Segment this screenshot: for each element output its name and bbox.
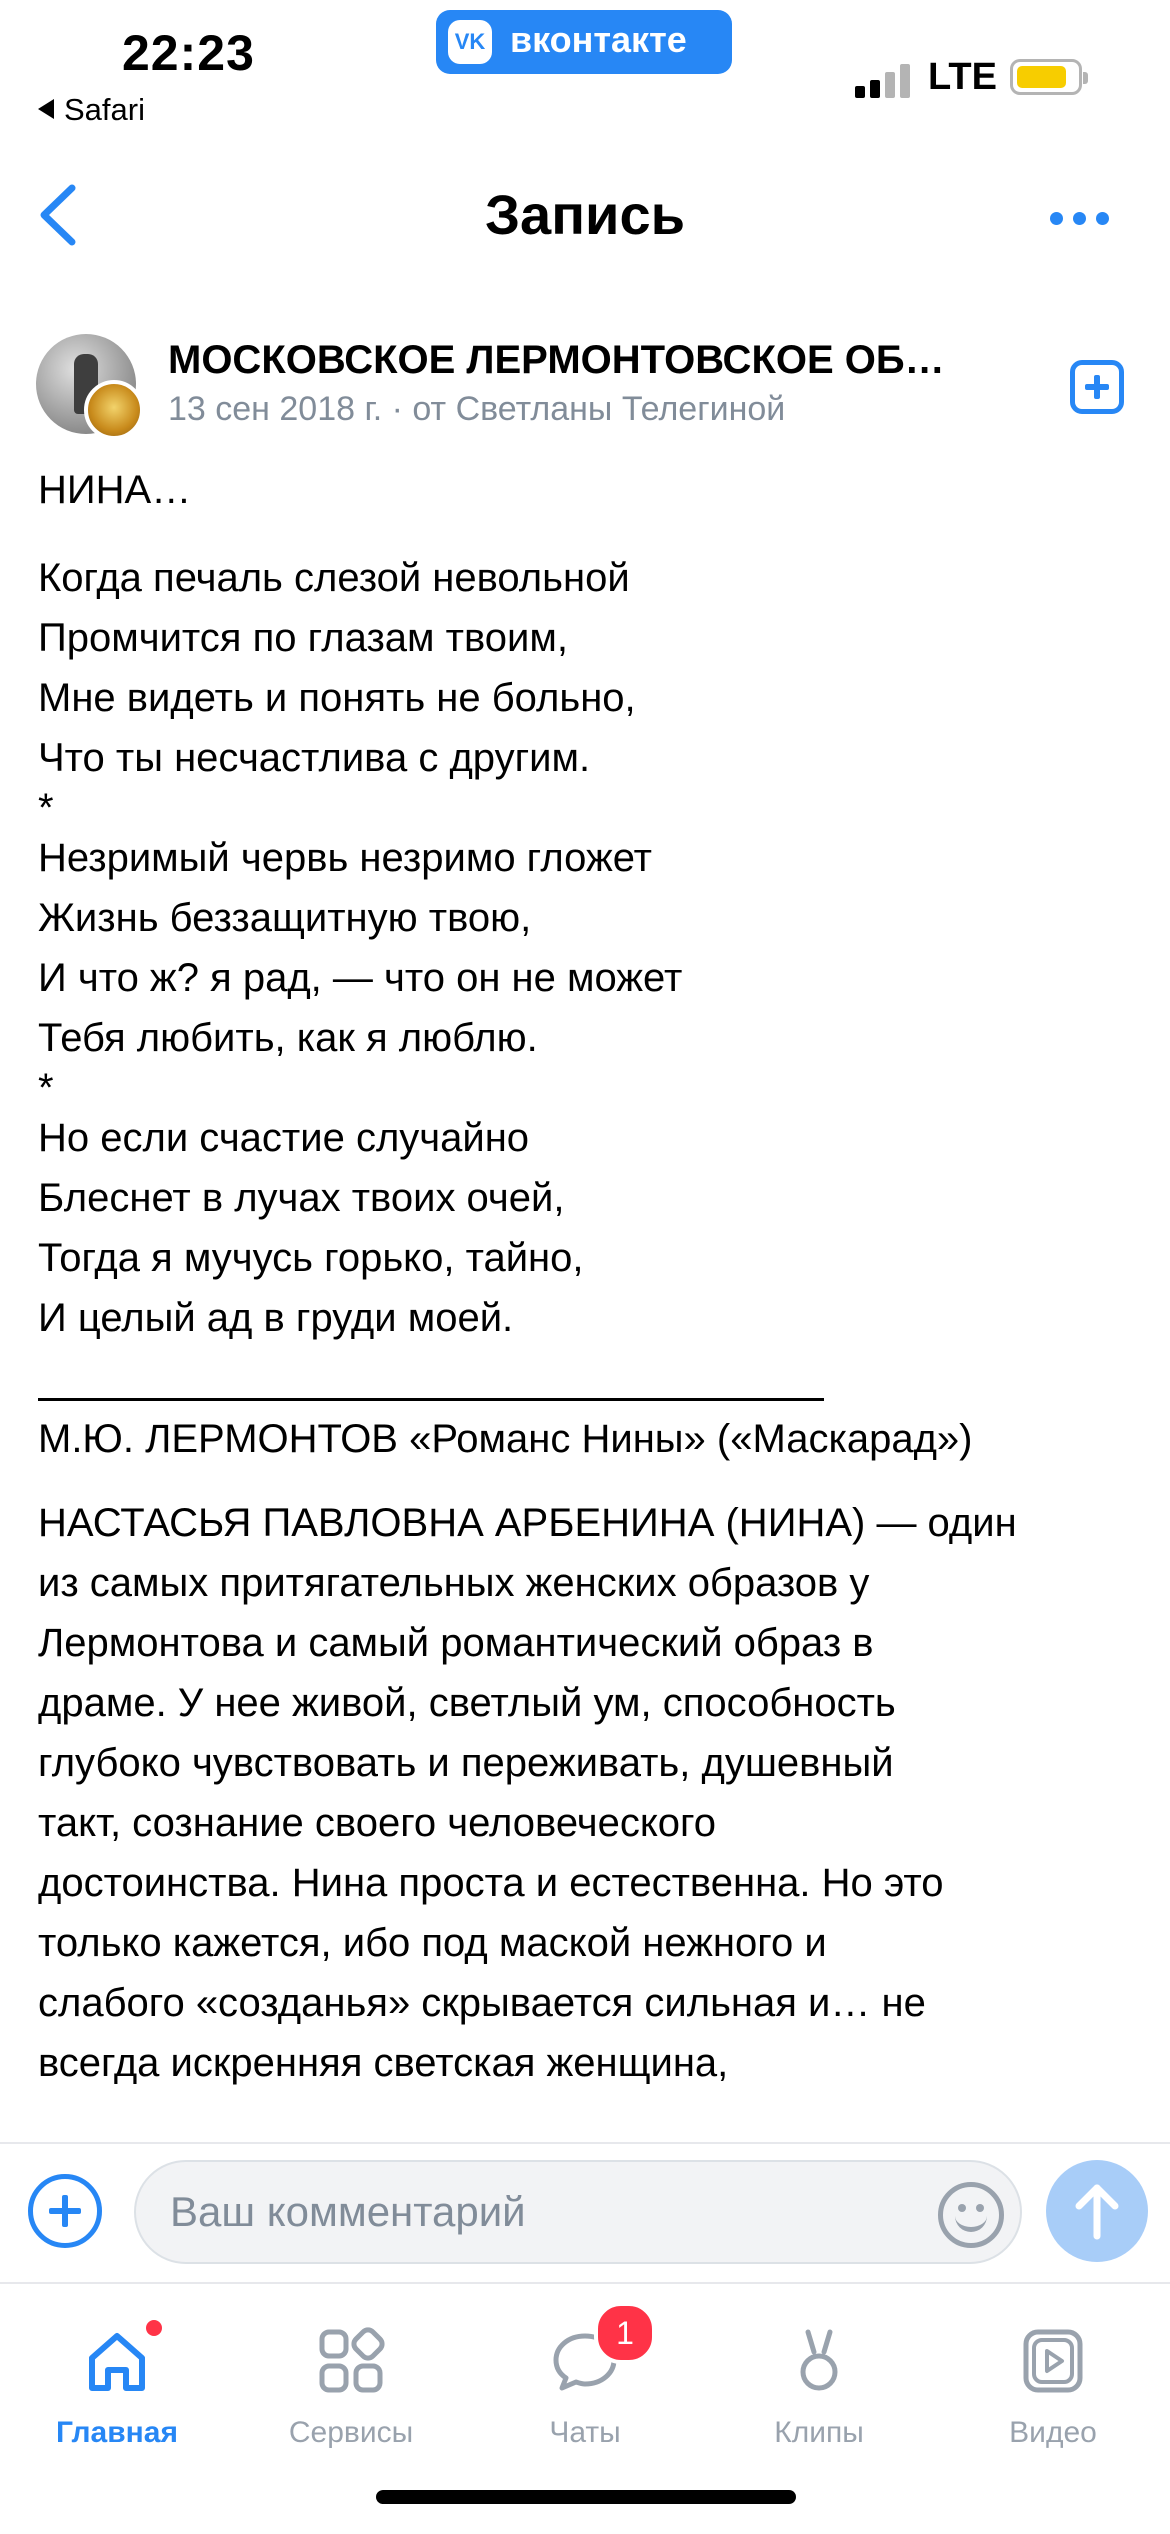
arrow-up-icon (1046, 2160, 1148, 2262)
vk-logo-icon: VK (448, 20, 492, 64)
post-meta: 13 сен 2018 г. · от Светланы Телегиной (168, 390, 786, 428)
tab-chats[interactable] (468, 2308, 702, 2458)
post-text (38, 460, 1138, 2093)
app-pill[interactable] (436, 10, 732, 74)
stanza-separator: * (38, 1066, 54, 1110)
poem-line: И целый ад в груди моей. (38, 1296, 514, 1340)
tab-label: Клипы (774, 2416, 864, 2449)
post-heading: НИНА… (38, 468, 192, 512)
poem-line: Когда печаль слезой невольной (38, 556, 630, 600)
tab-services[interactable] (234, 2308, 468, 2458)
poem-line: И что ж? я рад, — что он не может (38, 956, 683, 1000)
attribution: М.Ю. ЛЕРМОНТОВ «Романс Нины» («Маскарад») (38, 1417, 973, 1461)
poem-line: Незримый червь незримо гложет (38, 836, 652, 880)
tab-label: Главная (55, 2416, 178, 2449)
signal-icon (855, 62, 915, 98)
divider (38, 1348, 824, 1401)
avatar-badge (84, 380, 144, 440)
comment-bar (0, 2142, 1170, 2284)
poem-line: Промчится по глазам твоим, (38, 616, 568, 660)
author-name[interactable]: МОСКОВСКОЕ ЛЕРМОНТОВСКОЕ ОБ… (168, 338, 945, 382)
tab-home[interactable] (0, 2308, 234, 2458)
subscribe-button[interactable] (1070, 360, 1124, 414)
home-icon (82, 2326, 152, 2396)
poem-line: Мне видеть и понять не больно, (38, 676, 636, 720)
status-bar (0, 0, 1170, 140)
paragraph-line: слабого «созданья» скрывается сильная и… не (38, 1981, 926, 2025)
clips-icon (784, 2326, 854, 2396)
more-button[interactable] (1050, 212, 1110, 226)
post-paragraph (38, 1493, 1138, 2093)
app-pill-label: вконтакте (510, 19, 687, 60)
services-grid-icon (316, 2326, 386, 2396)
tab-label: Чаты (549, 2416, 621, 2449)
notification-dot (146, 2320, 162, 2336)
paragraph-line: такт, сознание своего человеческого (38, 1801, 717, 1845)
paragraph-line: достоинства. Нина проста и естественна. Но это (38, 1861, 944, 1905)
network-type: LTE (928, 56, 997, 98)
poem-line: Что ты несчастлива с другим. (38, 736, 591, 780)
paragraph-line: драме. У нее живой, светлый ум, способность (38, 1681, 896, 1725)
tab-clips[interactable] (702, 2308, 936, 2458)
poem-line: Жизнь беззащитную твою, (38, 896, 532, 940)
emoji-button[interactable] (938, 2182, 1004, 2248)
home-indicator[interactable] (376, 2490, 796, 2504)
poem-line: Тебя любить, как я люблю. (38, 1016, 538, 1060)
tab-video[interactable] (936, 2308, 1170, 2458)
unread-badge: 1 (594, 2302, 656, 2364)
poem-line: Блеснет в лучах твоих очей, (38, 1176, 565, 1220)
battery-fill (1017, 66, 1066, 88)
paragraph-line: НАСТАСЬЯ ПАВЛОВНА АРБЕНИНА (НИНА) — один (38, 1501, 1017, 1545)
paragraph-line: глубоко чувствовать и переживать, душевный (38, 1741, 894, 1785)
page-title: Запись (484, 183, 686, 246)
paragraph-line: только кажется, ибо под маской нежного и (38, 1921, 827, 1965)
paragraph-line: Лермонтова и самый романтический образ в (38, 1621, 874, 1665)
paragraph-line: всегда искренняя светская женщина, (38, 2041, 729, 2085)
poem-line: Тогда я мучусь горько, тайно, (38, 1236, 584, 1280)
stanza-separator: * (38, 786, 54, 830)
paragraph-line: из самых притягательных женских образов у (38, 1561, 870, 1605)
send-button[interactable] (1046, 2160, 1148, 2262)
more-horizontal-icon (1050, 212, 1063, 225)
comment-input[interactable] (134, 2160, 1022, 2264)
back-triangle-icon (38, 99, 54, 119)
back-to-app-link[interactable] (38, 92, 145, 128)
back-app-label: Safari (64, 92, 145, 127)
status-time: 22:23 (122, 25, 255, 81)
tab-label: Сервисы (288, 2416, 414, 2449)
video-icon (1018, 2326, 1088, 2396)
poem-line: Но если счастие случайно (38, 1116, 530, 1160)
post-author-row (0, 330, 1170, 450)
attach-button[interactable] (28, 2174, 102, 2248)
poem (38, 548, 1138, 1348)
tab-label: Видео (1009, 2416, 1097, 2449)
battery-icon (1010, 59, 1082, 95)
nav-header (0, 150, 1170, 290)
